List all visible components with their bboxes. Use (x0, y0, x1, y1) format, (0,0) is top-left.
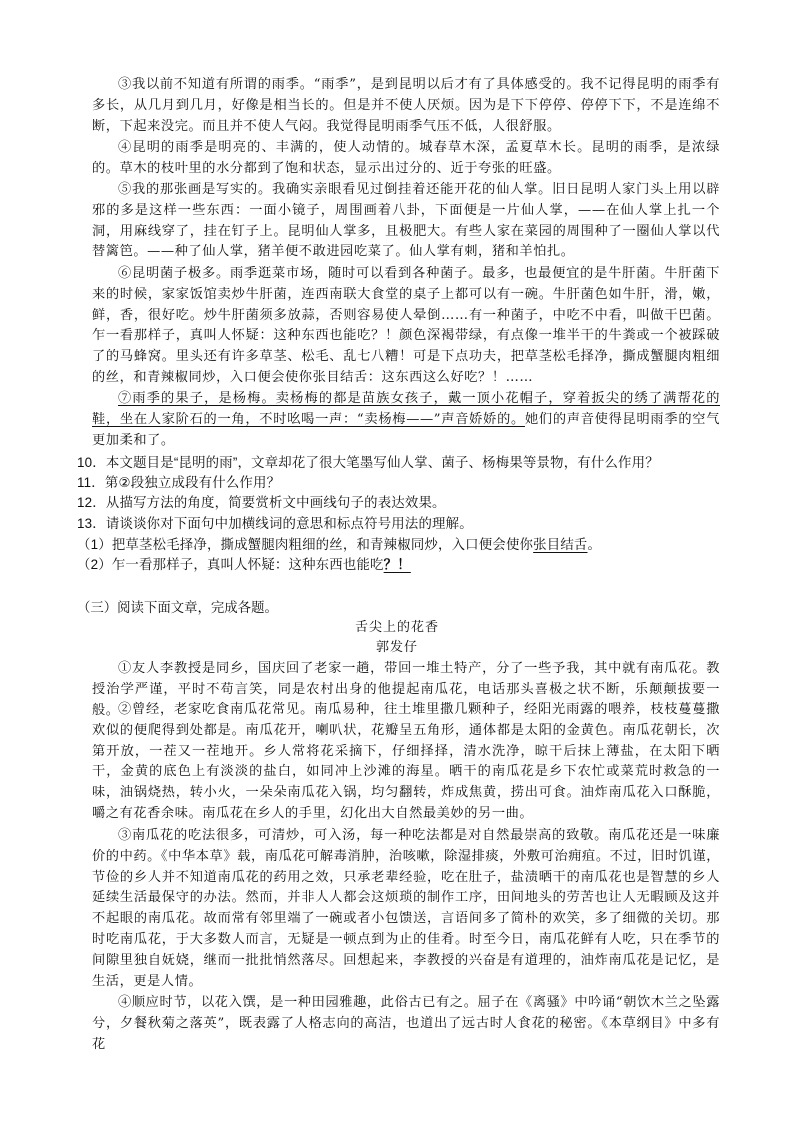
question-13-1-text: （1）把草茎松毛择净，撕成蟹腿肉粗细的丝，和青辣椒同炒，入口便会使你 (77, 537, 534, 552)
question-11-prefix: 11．第 (77, 475, 119, 490)
question-11-text: 段独立成段有什么作用？ (130, 475, 281, 490)
question-11 (77, 473, 727, 493)
question-13: 13．请谈谈你对下面句中加横线词的意思和标点符号用法的理解。 (77, 516, 473, 531)
question-11-number: ② (118, 475, 131, 490)
underlined-punctuation: ？！ (383, 557, 411, 572)
question-13-1-end: 。 (587, 537, 602, 552)
article-paragraph-3: ③南瓜花的吃法很多，可清炒，可入汤，每一种吃法都是对自然最崇高的致敬。南瓜花还是一味廉价的中药。《中华本草》载，南瓜花可解毒消肿，治咳嗽，除湿排痰，外敷可治痈疽。不过，旧时饥谨，节俭的乡人并不知道南瓜花的药用之效，只承老辈经验，吃在肚子，盐渍晒干的南瓜花也是智慧的乡人延续生活最保守的办法。然而，并非人人都会这烦琐的制作工序，田间地头的劳苦也让人无暇顾及这并不起眼的南瓜花。故而常有邻里端了一碗或者小包馈送，言语间多了简朴的欢笑，多了细微的关切。那时吃南瓜花，于大多数人而言，无疑是一顿点到为止的佳肴。时至今日，南瓜花鲜有人吃，只在季节的间隙里独自妩娆，继而一批批悄然落尽。回想起来，李教授的兴奋是有道理的，油炸南瓜花是记忆，是生活，更是人情。 (92, 828, 720, 989)
paragraph-5: ⑤我的那张画是写实的。我确实亲眼看见过倒挂着还能开花的仙人掌。旧日昆明人家门头上用以辟邪的多是这样一些东西：一面小镜子，周围画着八卦，下面便是一片仙人掌，——在仙人掌上扎一个洞，用麻线穿了，挂在钉子上。昆明仙人掌多，且极肥大。有些人家在菜园的周围种了一圈仙人掌以代替篱笆。——种了仙人掌，猪羊便不敢进园吃菜了。仙人掌有刺，猪和羊怕扎。 (92, 182, 720, 260)
paragraph-6: ⑥昆明菌子极多。雨季逛菜市场，随时可以看到各种菌子。最多，也最便宜的是牛肝菌。牛肝菌下来的时候，家家饭馆卖炒牛肝菌，连西南联大食堂的桌子上都可以有一碗。牛肝菌色如牛肝，滑，嫩，鲜，香，很好吃。炒牛肝菌须多放蒜，否则容易使人晕倒……有一种菌子，中吃不中看，叫做干巴菌。乍一看那样子，真叫人怀疑：这种东西也能吃？！颜色深褐带绿，有点像一堆半干的牛粪或一个被踩破了的马蜂窝。里头还有许多草茎、松毛、乱七八糟！可是下点功夫，把草茎松毛择净，撕成蟹腿肉粗细的丝，和青辣椒同炒，入口便会使你张目结舌：这东西这么好吃？！…… (92, 266, 720, 385)
article-paragraph-1: ①友人李教授是同乡，国庆回了老家一趟，带回一堆土特产，分了一些予我，其中就有南瓜花。教授治学严谨，平时不苟言笑，同是农村出身的他提起南瓜花，电话那头喜极之状不断，乐颠颠拔要一般。 (92, 661, 720, 718)
question-13-2 (77, 555, 727, 575)
paragraph-4: ④昆明的雨季是明亮的、丰满的，使人动情的。城春草木深，孟夏草木长。昆明的雨季，是浓绿的。草木的枝叶里的水分都到了饱和状态，显示出过分的、近于夸张的旺盛。 (92, 140, 720, 176)
article-paragraph-4: ④顺应时节，以花入馔，是一种田园雅趣，此俗古已有之。屈子在《离骚》中吟诵“朝饮木兰之坠露兮，夕餐秋菊之落英”，既表露了人格志向的高洁，也道出了远古时人食花的秘密。《本草纲目》中多有花 (92, 995, 720, 1052)
underlined-sentence: ⑦雨季的果子，是杨梅。卖杨梅的都是苗族女孩子，戴一顶小花帽子，穿着扳尖的绣了满帮花的鞋，坐在人家阶石的一角，不时吆喝一声：“卖杨梅——”声音娇娇的。 (92, 391, 720, 427)
section-heading: （三）阅读下面文章，完成各题。 (77, 600, 278, 615)
question-12: 12．从描写方法的角度，简要赏析文中画线句子的表达效果。 (77, 495, 446, 510)
article-author: 郭发仔 (375, 640, 418, 655)
question-13-2-text: （2）乍一看那样子，真叫人怀疑：这种东西也能吃 (77, 557, 384, 572)
paragraph-3: ③我以前不知道有所谓的雨季。“雨季”，是到昆明以后才有了具体感受的。我不记得昆明的雨季有多长，从几月到几月，好像是相当长的。但是并不使人厌烦。因为是下下停停、停停下下，不是连绵不断，下起来没完。而且并不使人气闷。我觉得昆明雨季气压不低，人很舒服。 (92, 77, 720, 134)
article-title: 舌尖上的花香 (354, 620, 439, 635)
underlined-word: 张目结舌 (533, 537, 588, 552)
paragraph-7 (92, 389, 720, 451)
paragraph-7-tail: 她们的声音使得昆明雨季的空气更加柔和了。 (92, 411, 720, 448)
question-10: 10．本文题目是“昆明的雨”，文章却花了很大笔墨写仙人掌、菌子、杨梅果等景物，有什么作用？ (77, 455, 659, 470)
question-13-1 (77, 535, 727, 555)
article-paragraph-2: ②曾经，老家吃食南瓜花常见。南瓜易种，往土堆里撒几颗种子，经阳光雨露的喂养，枝枝蔓蔓撒欢似的便爬得到处都是。南瓜花开，喇叭状，花瓣呈五角形，通体都是太阳的金黄色。南瓜花朝长，次第开放，一茬又一茬地开。乡人常将花采摘下，仔细择择，清水洗净，晾干后抹上薄盐，在太阳下晒干，金黄的底色上有淡淡的盐白，如同冲上沙滩的海星。晒干的南瓜花是乡下农忙或菜荒时救急的一味，油锅烧热，转小火，一朵朵南瓜花入锅，均匀翻转，炸成焦黄，捞出可食。油炸南瓜花入口酥脆，嚼之有花香余味。南瓜花在乡人的手里，幻化出大自然最美妙的另一曲。 (92, 702, 720, 821)
